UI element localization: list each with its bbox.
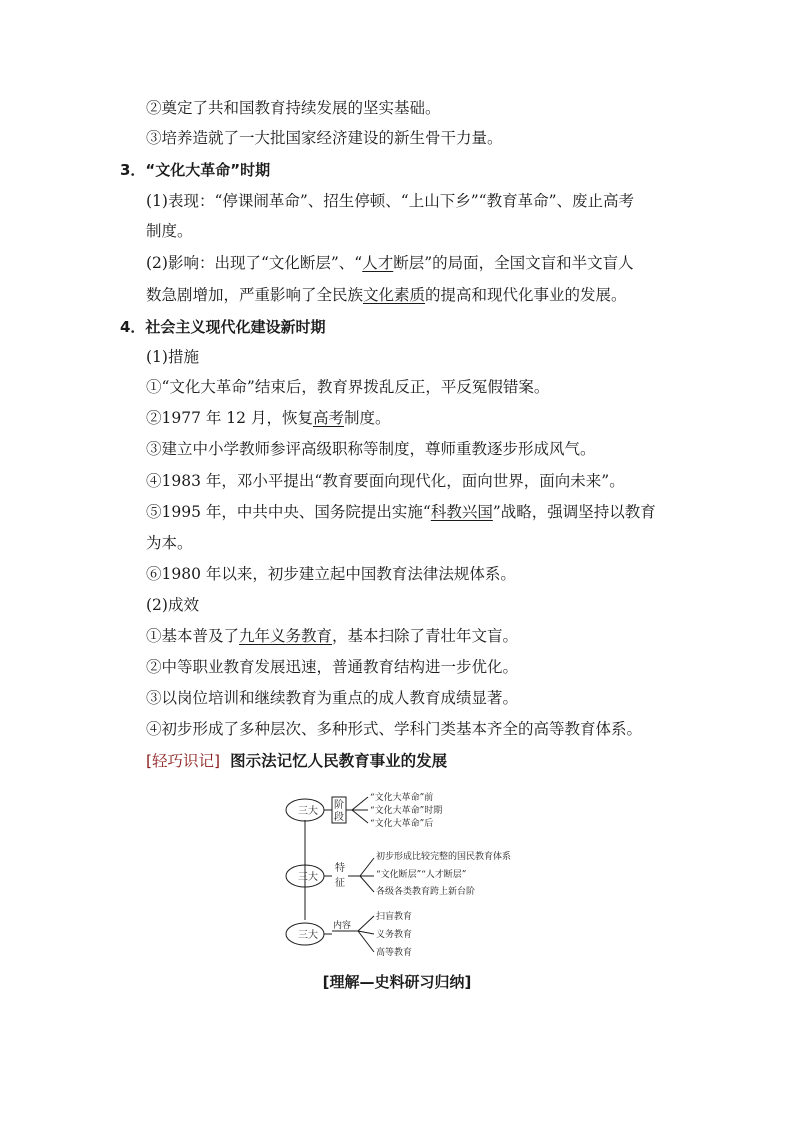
section-caption: [理解—史料研习归纳] [322, 973, 472, 991]
text-run: ”战略，强调坚持以教育 [492, 503, 656, 521]
text-run: 制度。 [343, 409, 391, 427]
leaf-label: 高等教育 [376, 948, 413, 958]
paragraph [146, 502, 656, 522]
text-run: 的提高和现代化事业的发展。 [425, 286, 627, 304]
text-run: 断层”的局面，全国文盲和半文盲人 [393, 254, 634, 272]
text-run: 数急剧增加，严重影响了全民族 [146, 286, 364, 304]
text-run: ，基本扫除了青壮年文盲。 [332, 627, 519, 645]
leaf-label: 义务教育 [376, 930, 413, 940]
leaf-label: 扫盲教育 [376, 912, 413, 922]
underlined-keyword: 科教兴国 [430, 503, 493, 521]
paragraph [146, 285, 627, 305]
paragraph: ③建立中小学教师参评高级职称等制度，尊师重教逐步形成风气。 [146, 440, 596, 458]
leaf-label: “文化大革命”时期 [370, 806, 443, 816]
tip-tag: [轻巧识记] [146, 752, 221, 770]
branch-label: 特 [335, 863, 345, 874]
mind-map-diagram [280, 780, 540, 965]
memory-tip [146, 751, 447, 771]
paragraph: (1)措施 [146, 348, 199, 366]
underlined-keyword: 九年义务教育 [239, 627, 333, 645]
leaf-label: “文化断层”“人才断层” [376, 870, 467, 880]
paragraph: ④初步形成了多种层次、多种形式、学科门类基本齐全的高等教育体系。 [146, 720, 643, 738]
leaf-label: 初步形成比较完整的国民教育体系 [376, 852, 512, 862]
tip-title: 图示法记忆人民教育事业的发展 [230, 752, 448, 770]
node-label: 三大 [298, 930, 318, 941]
paragraph [146, 626, 518, 646]
leaf-label: “文化大革命”后 [370, 819, 434, 829]
underlined-keyword: 高考 [312, 409, 344, 427]
paragraph: (1)表现：“停课闹革命”、招生停顿、“上山下乡”“教育革命”、废止高考 [146, 192, 635, 210]
section-heading-4: 4．社会主义现代化建设新时期 [120, 318, 326, 336]
text-run: (2)影响：出现了“文化断层”、“ [146, 254, 363, 272]
underlined-keyword: 文化素质 [363, 286, 426, 304]
text-run: ①基本普及了 [146, 627, 240, 645]
paragraph: ②奠定了共和国教育持续发展的坚实基础。 [146, 99, 441, 117]
paragraph: ⑥1980 年以来，初步建立起中国教育法律法规体系。 [146, 565, 516, 583]
text-run: ⑤1995 年，中共中央、国务院提出实施“ [146, 503, 431, 521]
leaf-label: 各级各类教育跨上新台阶 [376, 887, 476, 897]
text-run: ②1977 年 12 月，恢复 [146, 409, 313, 427]
paragraph [146, 253, 634, 273]
paragraph [146, 408, 390, 428]
paragraph: ④1983 年，邓小平提出“教育要面向现代化，面向世界，面向未来”。 [146, 472, 625, 490]
branch-label: 内容 [333, 921, 352, 931]
branch-label: 征 [335, 878, 345, 889]
paragraph: (2)成效 [146, 596, 199, 614]
branch-label: 阶 [334, 800, 344, 811]
paragraph: ①“文化大革命”结束后，教育界拨乱反正，平反冤假错案。 [146, 378, 550, 396]
node-label: 三大 [298, 872, 318, 883]
paragraph: ③培养造就了一大批国家经济建设的新生骨干力量。 [146, 129, 503, 147]
leaf-label: “文化大革命”前 [370, 793, 434, 803]
paragraph: ③以岗位培训和继续教育为重点的成人教育成绩显著。 [146, 689, 519, 707]
fan-lines [360, 858, 374, 892]
paragraph: 制度。 [146, 222, 193, 240]
paragraph: 为本。 [146, 534, 193, 552]
section-heading-3: 3．“文化大革命”时期 [120, 161, 271, 179]
fan-lines [358, 916, 374, 952]
paragraph: ②中等职业教育发展迅速，普通教育结构进一步优化。 [146, 658, 519, 676]
node-label: 三大 [298, 806, 318, 817]
fan-lines [352, 797, 368, 823]
branch-label: 段 [334, 812, 344, 823]
underlined-keyword: 人才 [362, 254, 394, 272]
